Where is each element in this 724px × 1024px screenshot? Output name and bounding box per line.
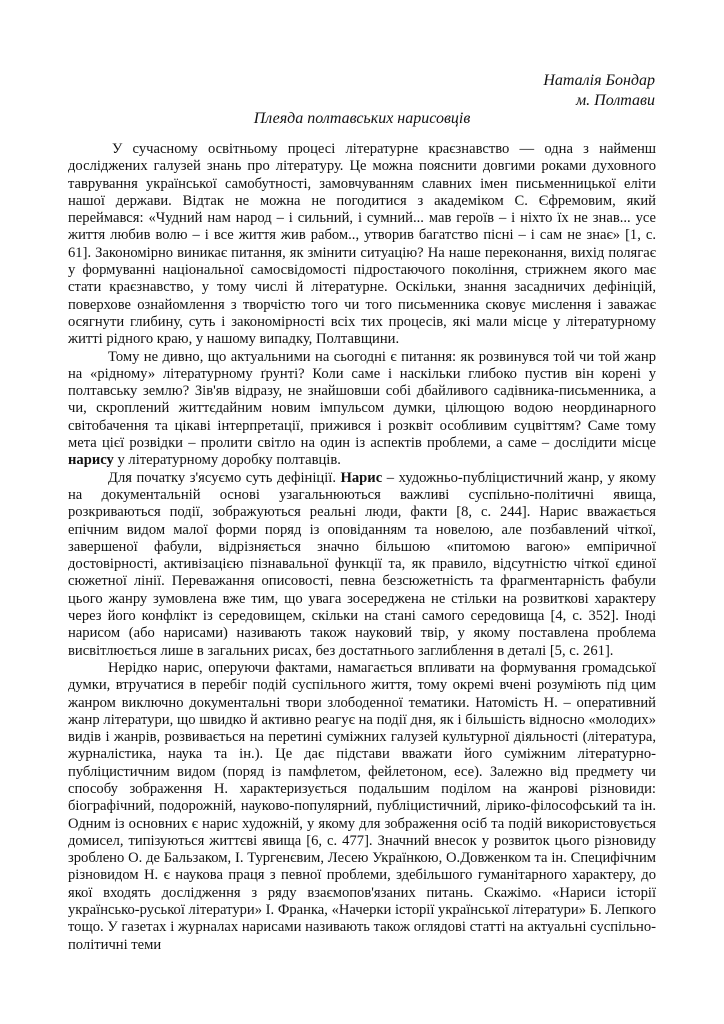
paragraph-2-text-b: у літературному доробку полтавців. [113,452,341,469]
paragraph-2-text-a: Тому не дивно, що актуальними на сьогодні є питання: як розвинувся той чи той жанр на «рідному» літературному ґрунті? Коли саме і наскільки глибоко пустив він корені у полтавську землю? Зів'яв відразу, не знайшовши собі дбайливого садівника-письменника, а чи, скроплений життєдайним новим імпульсом думки, цілющою водою неординарного світобачення та цікаві інтерпретації, прижився і розквіт особливим суцвіттям? Саме тому мета цієї розвідки – пролити світло на один із аспектів проблеми, а саме – дослідити місце [68,348,656,452]
author-name: Наталія Бондар [543,72,655,89]
paragraph-3 [68,470,656,660]
paragraph-4: Нерідко нарис, оперуючи фактами, намагається впливати на формування громадської думки, втручатися в перебіг подій суспільного життя, тому окремі вчені розуміють під цим жанром виключно документальні твори злободенної тематики. Натомість Н. – оперативний жанр літератури, що швидко й активно реагує на події дня, як і більшість відносно «молодих» видів і жанрів, розвивається на перетині суміжних галузей культурної діяльності (література, журналістика, наука та ін.). Це дає підстави вважати його суміжним літературно-публіцистичним видом (поряд із памфлетом, фейлетоном, есе). Залежно від предмету чи способу зображення Н. характеризується подальшим поділом на жанрові різновиди: біографічний, подорожній, науково-популярний, публіцистичний, лірико-філософський та ін. Одним із основних є нарис художній, у якому для зображення осіб та подій використовується домисел, типізуються життєві явища [6, с. 477]. Значний внесок у розвиток цього різновиду зроблено О. де Бальзаком, І. Тургенєвим, Лесею Українкою, О.Довженком та ін. Специфічним різновидом Н. є наукова праця з певної проблеми, здебільшого гуманітарного характеру, до якої входять дослідження з ряду взаємопов'язаних питань. Скажімо. «Нариси історії українсько-руської літератури» І. Франка, «Начерки історії української літератури» Б. Лепкого тощо. У газетах і журналах нарисами називають також оглядові статті на актуальні суспільно-політичні теми [68,659,657,953]
article-body [68,141,656,954]
paragraph-3-text-b: – художньо-публіцистичний жанр, у якому на документальній основі узагальнюються важливі суспільно-політичні явища, розкриваються події, зображуються реальні люди, факти [8, с. 244]. Нарис вважається епічним видом малої форми поряд із оповіданням та новелою, але позбавлений чіткої, завершеної фабули, відрізняється значно більшою «питомою вагою» емпіричної достовірності, активізацією пізнавальної функції та, як правило, відсутністю чіткої єдиної сюжетної лінії. Переважання описовості, певна безсюжетність та фрагментарність фабули цього жанру зумовлена вже тим, що увага зосереджена не стільки на розвитковi характеру через його конфлікт із середовищем, скільки на стані самого середовища [4, с. 352]. Іноді нарисом (або нарисами) називають також науковий твір, у якому поставлена проблема висвітлюється лише в загальних рисах, без достатнього заглиблення в деталі [5, с. 261]. [68,469,656,659]
paragraph-1: У сучасному освітньому процесі літературне краєзнавство — одна з найменш досліджених галузей знань про літературу. Це можна пояснити довгими роками духовного таврування української самобутності, замовчуванням славних імен письменницької еліти нашої держави. Відтак не можна не погодитися з академіком С. Єфремовим, який переймався: «Чудний нам народ – і сильний, і сумний... мав героїв – і ніхто їх не знав... усе життя любив волю – і все життя жив рабом.., утворив багатство пісні – і сам не знає» [1, с. 61]. Закономірно виникає питання, як змінити ситуацію? На наше переконання, вихід полягає у формуванні національної самосвідомості підростаючого покоління, стрижнем якого має стати краєзнавство, у тому числі й літературне. Оскільки, знання засадничих дефініцій, поверхове ознайомлення з творчістю того чи того письменника сковує мислення і заважає осягнути глибину, суть і закономірності всіх тих процесів, які мали місце у літературному житті рідного краю, у нашому випадку, Полтавщини. [68,141,656,348]
author-city: м. Полтави [575,92,655,109]
term-narys-bold: нарису [68,452,114,469]
paragraph-2 [68,349,656,470]
paragraph-3-text-a: Для початку з'ясуємо суть дефініції. [108,469,341,486]
term-narys-definition-bold: Нарис [340,469,383,486]
article-title: Плеяда полтавських нарисовців [253,110,471,127]
